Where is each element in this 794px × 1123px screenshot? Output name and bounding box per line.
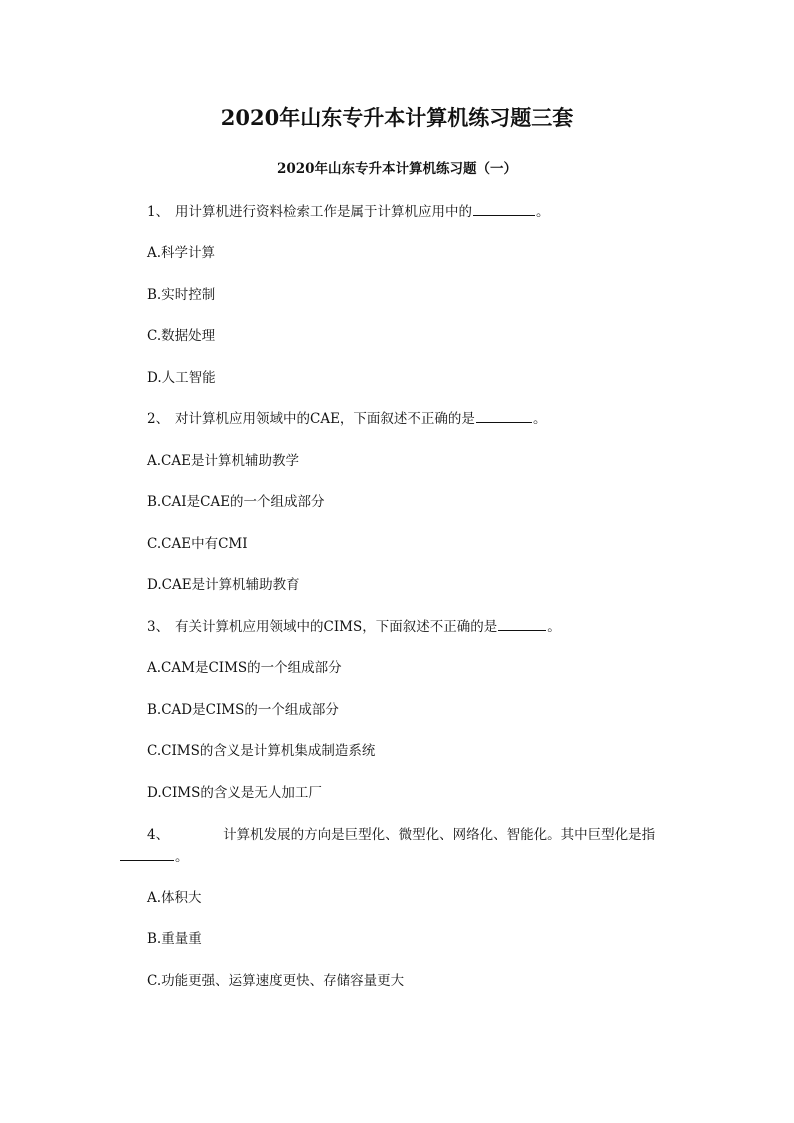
- question-number: 4、: [147, 827, 170, 843]
- question-end: 。: [532, 411, 547, 427]
- option-1b: B.实时控制: [147, 287, 216, 303]
- option-1c: C.数据处理: [147, 328, 216, 344]
- option-2c: C.CAE中有CMI: [147, 536, 248, 552]
- question-2: [147, 409, 546, 429]
- option-2a: A.CAE是计算机辅助教学: [147, 453, 299, 469]
- option-4a: A.体积大: [147, 890, 202, 906]
- answer-blank: [120, 848, 174, 861]
- option-1a: A.科学计算: [147, 245, 216, 261]
- option-3d: D.CIMS的含义是无人加工厂: [147, 785, 322, 801]
- question-1: [147, 202, 550, 222]
- option-2d: D.CAE是计算机辅助教育: [147, 577, 300, 593]
- option-4b: B.重量重: [147, 931, 202, 947]
- question-stem: 对计算机应用领域中的CAE，下面叙述不正确的是: [175, 411, 475, 427]
- answer-blank: [498, 618, 546, 631]
- option-3b: B.CAD是CIMS的一个组成部分: [147, 702, 339, 718]
- question-number: 1、: [147, 204, 170, 220]
- section-title: 2020年山东专升本计算机练习题（一）: [276, 161, 518, 177]
- question-3: [147, 617, 561, 637]
- option-2b: B.CAI是CAE的一个组成部分: [147, 494, 325, 510]
- option-3a: A.CAM是CIMS的一个组成部分: [147, 660, 342, 676]
- question-stem: 有关计算机应用领域中的CIMS，下面叙述不正确的是: [175, 619, 498, 635]
- option-1d: D.人工智能: [147, 370, 216, 386]
- question-end: 。: [536, 204, 550, 220]
- option-3c: C.CIMS的含义是计算机集成制造系统: [147, 743, 376, 759]
- question-stem: 用计算机进行资料检索工作是属于计算机应用中的: [175, 204, 472, 220]
- document-title: 2020年山东专升本计算机练习题三套: [220, 105, 574, 130]
- question-number: 2、: [147, 411, 170, 427]
- question-stem: 计算机发展的方向是巨型化、微型化、网络化、智能化。其中巨型化是指: [223, 827, 656, 843]
- option-4c: C.功能更强、运算速度更快、存储容量更大: [147, 973, 405, 989]
- question-number: 3、: [147, 619, 170, 635]
- question-end: 。: [547, 619, 561, 635]
- answer-blank: [476, 410, 532, 423]
- answer-blank: [473, 203, 535, 216]
- question-4: [120, 824, 680, 868]
- question-end: 。: [175, 849, 189, 865]
